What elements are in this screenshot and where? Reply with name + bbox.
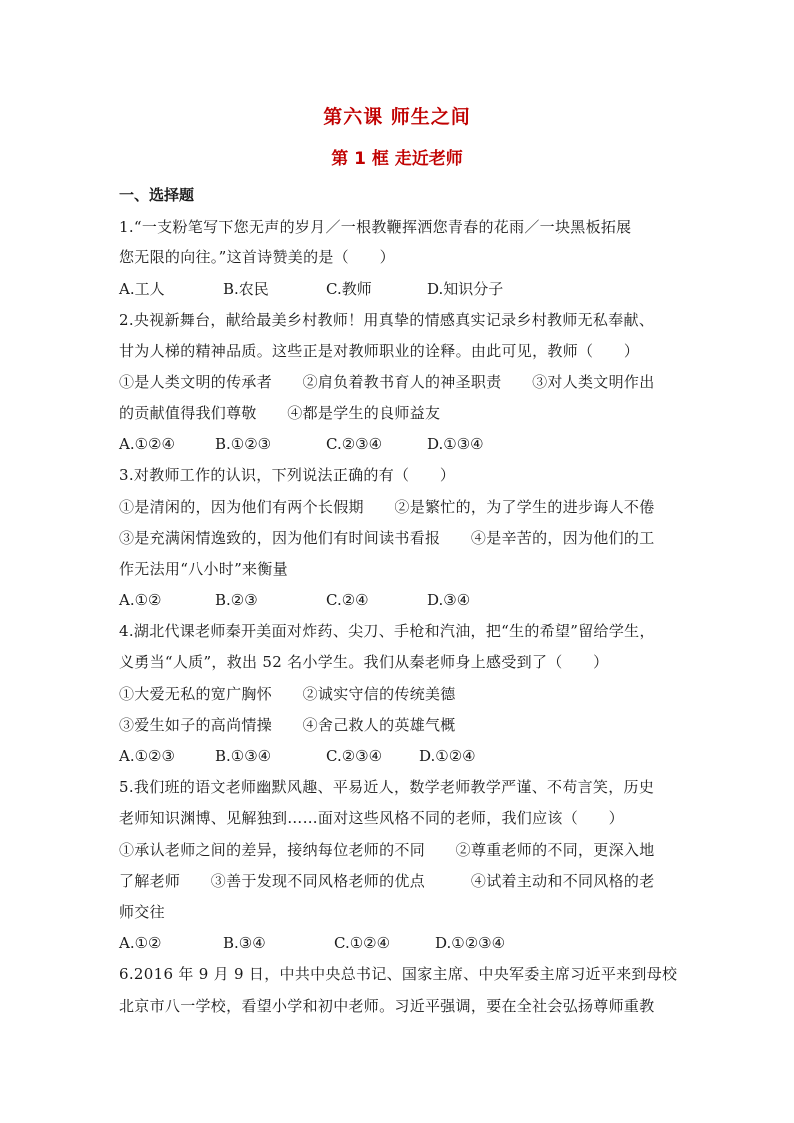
option-b: B.①③④	[215, 747, 272, 765]
option-b: B.农民	[223, 280, 269, 298]
option-d: D.知识分子	[427, 280, 504, 298]
question-4-line-1: 4.湖北代课老师秦开美面对炸药、尖刀、手枪和汽油，把“生的希望”留给学生，	[119, 622, 655, 640]
question-6-line-2: 北京市八一学校，看望小学和初中老师。习近平强调，要在全社会弘扬尊师重教	[119, 997, 655, 1015]
option-a: A.①②	[119, 591, 162, 609]
question-4-line-3: ①大爱无私的宽广胸怀 ②诚实守信的传统美德	[119, 685, 456, 703]
option-d: D.③④	[427, 591, 471, 609]
question-3-line-3: ③是充满闲情逸致的，因为他们有时间读书看报 ④是辛苦的，因为他们的工	[119, 529, 655, 547]
question-2-line-4: 的贡献值得我们尊敬 ④都是学生的良师益友	[119, 404, 441, 422]
option-d: D.①③④	[427, 435, 484, 453]
option-b: B.②③	[215, 591, 258, 609]
question-5-line-4: 了解老师 ③善于发现不同风格老师的优点 ④试着主动和不同风格的老	[119, 872, 655, 890]
option-a: A.工人	[119, 280, 165, 298]
question-3-line-2: ①是清闲的，因为他们有两个长假期 ②是繁忙的，为了学生的进步诲人不倦	[119, 498, 655, 516]
question-type-heading: 一、选择题	[119, 186, 195, 204]
option-c: C.教师	[326, 280, 372, 298]
option-a: A.①②③	[119, 747, 175, 765]
question-2-line-1: 2.央视新舞台，献给最美乡村教师！用真挚的情感真实记录乡村教师无私奉献、	[119, 311, 655, 329]
question-5-line-2: 老师知识渊博、见解独到……面对这些风格不同的老师，我们应该（ ）	[119, 809, 624, 827]
option-b: B.③④	[223, 934, 266, 952]
question-5-line-3: ①承认老师之间的差异，接纳每位老师的不同 ②尊重老师的不同，更深入地	[119, 841, 655, 859]
option-d: D.①②③④	[435, 934, 506, 952]
question-5-line-1: 5.我们班的语文老师幽默风趣、平易近人，数学老师教学严谨、不苟言笑，历史	[119, 778, 655, 796]
option-c: C.②③④	[326, 747, 383, 765]
question-1-line-2: 您无限的向往。”这首诗赞美的是（ ）	[119, 248, 395, 266]
question-4-line-2: 义勇当“人质”，救出 52 名小学生。我们从秦老师身上感受到了（ ）	[119, 653, 609, 671]
option-c: C.②④	[326, 591, 369, 609]
question-1-line-1: 1.“一支粉笔写下您无声的岁月／一根教鞭挥洒您青春的花雨／一块黑板拓展	[119, 218, 632, 236]
question-4-line-4: ③爱生如子的高尚情操 ④舍己救人的英雄气概	[119, 716, 456, 734]
option-b: B.①②③	[215, 435, 272, 453]
question-3-line-4: 作无法用“八小时”来衡量	[119, 560, 288, 578]
lesson-title: 第六课 师生之间	[323, 106, 471, 128]
section-subtitle: 第 1 框 走近老师	[331, 149, 463, 169]
option-a: A.①②④	[119, 435, 175, 453]
question-6-line-1: 6.2016 年 9 月 9 日，中共中央总书记、国家主席、中央军委主席习近平来到母校	[119, 965, 678, 983]
option-a: A.①②	[119, 934, 162, 952]
option-d: D.①②④	[419, 747, 476, 765]
question-2-line-3: ①是人类文明的传承者 ②肩负着教书育人的神圣职责 ③对人类文明作出	[119, 373, 655, 391]
question-3-line-1: 3.对教师工作的认识，下列说法正确的有（ ）	[119, 466, 456, 484]
option-c: C.①②④	[334, 934, 391, 952]
option-c: C.②③④	[326, 435, 383, 453]
question-2-line-2: 甘为人梯的精神品质。这些正是对教师职业的诠释。由此可见，教师（ ）	[119, 342, 640, 360]
question-5-line-5: 师交往	[119, 903, 165, 921]
